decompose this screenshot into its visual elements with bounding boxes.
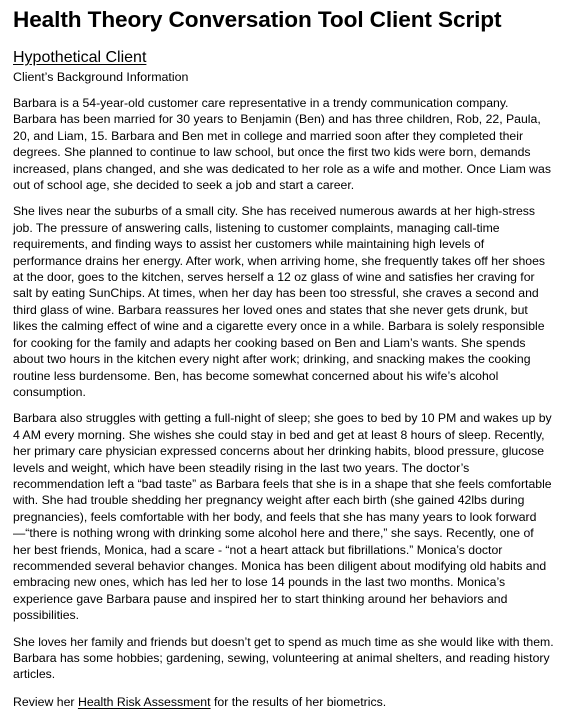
paragraph-background: Barbara is a 54-year-old customer care representative in a trendy communication company. Barbara has been married for 30 years to Benjamin (Ben) and has three children, Rob, 22, Paula, 20, and Liam, 15. Barbara and Ben met in college and married soon after they completed their degrees. She planned to continue to law school, but once the first two kids were born, demands increased, plans changed, and she was dedicated to her role as a wife and mother. Once Liam was out of school age, she decided to seek a job and start a career.: [13, 96, 551, 193]
document-title: Health Theory Conversation Tool Client Script: [13, 7, 502, 32]
review-suffix: for the results of her biometrics.: [210, 694, 387, 709]
document-page: [13, 5, 554, 710]
paragraph-health: Barbara also struggles with getting a full-night of sleep; she goes to bed by 10 PM and wakes up by 4 AM every morning. She wishes she could stay in bed and get at least 8 hours of sleep. Recently, her primary care physician expressed concerns about her drinking habits, blood pressure, glucose levels and weight, which have been steadily rising in the last two years. The doctor’s recommendation left a “bad taste” as Barbara feels that she is in a shape that she feels comfortable with. She had trouble shedding her pregnancy weight after each birth (she gained 42lbs during pregnancies), feels comfortable with her body, and feels that she has many years to look forward—“there is nothing wrong with drinking some alcohol here and there,” she says. Recently, one of her best friends, Monica, had a scare - “not a heart attack but fibrillations.” Monica’s doctor recommended several behavior changes. Monica has been diligent about modifying old habits and embracing new ones, which has led her to lose 14 pounds in the last two months. Monica’s experience gave Barbara pause and inspired her to start thinking around her behaviors and possibilities.: [13, 411, 552, 623]
section-heading: Hypothetical Client: [13, 49, 147, 66]
health-risk-assessment-link[interactable]: Health Risk Assessment: [77, 694, 211, 709]
paragraph-hobbies: She loves her family and friends but doesn’t get to spend as much time as she would like with them. Barbara has some hobbies; gardening, sewing, volunteering at animal shelters, and reading history articles.: [13, 634, 554, 682]
review-prefix: Review her: [13, 694, 78, 709]
review-line: [13, 694, 554, 710]
background-label: Client’s Background Information: [13, 70, 189, 84]
paragraph-lifestyle: She lives near the suburbs of a small city. She has received numerous awards at her high-stress job. The pressure of answering calls, listening to customer complaints, managing call-time requirements, and finding ways to assist her customers while maintaining high levels of performance drains her energy. After work, when arriving home, she frequently takes off her shoes at the door, goes to the kitchen, serves herself a 12 oz glass of wine and satisfies her craving for salt by eating SunChips. At times, when her day has been too stressful, she craves a second and third glass of wine. Barbara reassures her loved ones and states that she never gets drunk, but likes the calming effect of wine and a cigarette every once in a while. Barbara is solely responsible for cooking for the family and adapts her cooking based on Ben and Liam’s wants. She spends about two hours in the kitchen every night after work; drinking, and snacking makes the cooking routine less burdensome. Ben, has become somewhat concerned about his wife’s alcohol consumption.: [13, 204, 546, 399]
